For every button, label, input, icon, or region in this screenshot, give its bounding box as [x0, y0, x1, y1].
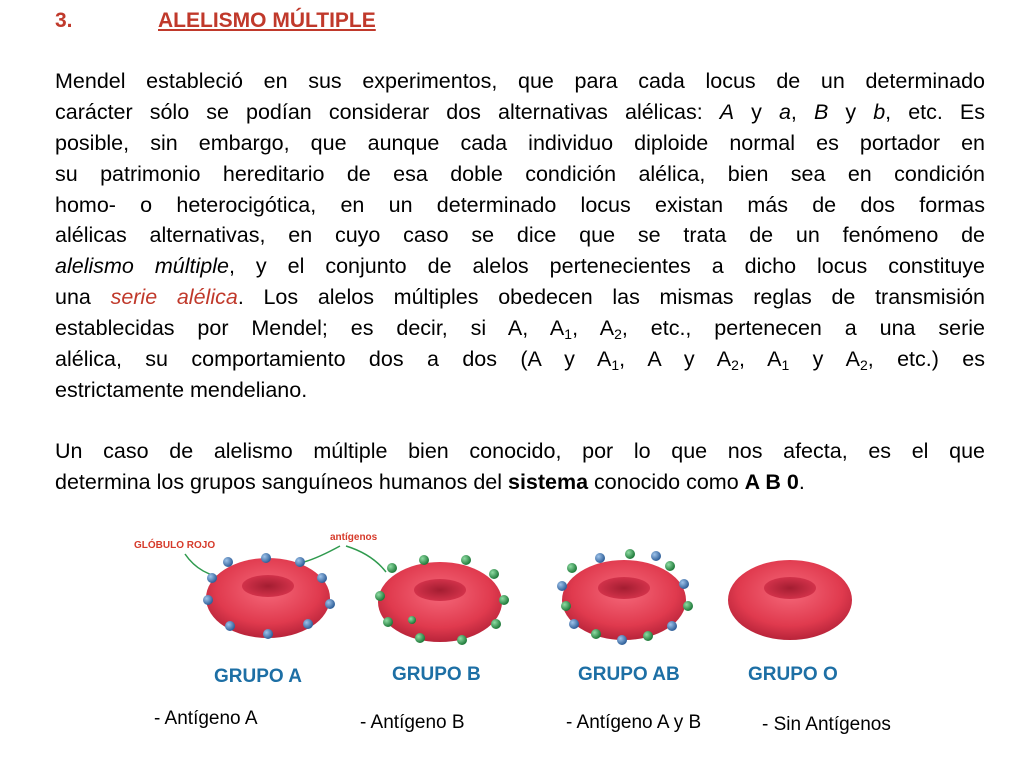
text-run: ,	[790, 99, 814, 124]
callout-antigenos: antígenos	[330, 532, 378, 543]
group-a-desc: - Antígeno A	[154, 708, 258, 729]
text-run: .	[798, 469, 805, 494]
blood-group-figure	[0, 516, 1024, 768]
text-run: , etc. Es	[885, 99, 985, 124]
text-run: . Los alelos múltiples obedecen las mismas reglas de transmisión	[237, 285, 985, 310]
allele-b: b	[873, 99, 886, 124]
p1-line-6: alélicas alternativas, en cuyo caso se dice que se trata de un fenómeno de	[55, 223, 985, 248]
cell-group-a	[203, 553, 335, 639]
section-heading	[55, 9, 376, 33]
group-a-label: GRUPO A	[214, 666, 302, 687]
text-run: una	[55, 285, 111, 310]
text-run: y	[734, 99, 779, 124]
text-run: carácter sólo se podían considerar dos alternativas alélicas:	[55, 99, 720, 124]
term-serie-alelica: serie alélica	[110, 285, 238, 310]
term-sistema: sistema	[507, 469, 589, 494]
text-run: y	[828, 99, 874, 124]
text-run: conocido como	[588, 469, 745, 494]
group-ab-desc: - Antígeno A y B	[566, 712, 702, 733]
subscript: 2	[614, 326, 622, 343]
subscript: 1	[781, 357, 790, 374]
subscript: 2	[859, 357, 868, 374]
p1-line-9	[55, 313, 985, 344]
p2-line-1: Un caso de alelismo múltiple bien conocido, por lo que nos afecta, es el que	[55, 439, 985, 463]
cell-group-o	[728, 560, 852, 640]
arrow-antigen-2	[304, 546, 340, 562]
p1-line-5: homo- o heterocigótica, en un determinado locus existan más de dos formas	[55, 192, 985, 217]
p1-line-3: posible, sin embargo, que aunque cada individuo diploide normal es portador en	[55, 130, 985, 155]
allele-a: a	[778, 99, 791, 124]
text-run: , A y A	[619, 347, 732, 372]
p1-line-11: estrictamente mendeliano.	[55, 377, 308, 402]
group-b-desc: - Antígeno B	[360, 712, 465, 733]
allele-A: A	[719, 99, 735, 124]
callout-globulo-rojo: GLÓBULO ROJO	[134, 540, 216, 551]
section-title: ALELISMO MÚLTIPLE	[158, 9, 376, 32]
group-ab-label: GRUPO AB	[578, 664, 680, 685]
group-o-label: GRUPO O	[748, 664, 838, 685]
allele-B: B	[813, 99, 829, 124]
p1-line-4: su patrimonio hereditario de esa doble condición alélica, bien sea en condición	[55, 161, 985, 186]
term-alelismo-multiple: alelismo múltiple	[55, 254, 229, 279]
text-run: , y el conjunto de alelos pertenecientes a dicho locus constituye	[228, 254, 985, 279]
p2-line-2	[55, 467, 985, 498]
p1-line-2	[55, 97, 985, 128]
subscript: 1	[611, 357, 620, 374]
text-run: , A	[572, 316, 615, 341]
text-run: determina los grupos sanguíneos humanos del	[55, 469, 508, 494]
text-run: , etc.) es	[867, 347, 985, 372]
subscript: 2	[731, 357, 739, 374]
text-run: alélica, su comportamiento dos a dos (A y A	[55, 347, 612, 372]
p1-line-10	[55, 344, 985, 375]
group-b-label: GRUPO B	[392, 664, 481, 685]
term-abo: A B 0	[744, 469, 799, 494]
text-run: y A	[789, 347, 860, 372]
paragraph-1	[55, 66, 985, 406]
subscript: 1	[564, 326, 573, 343]
text-run: , etc., pertenecen a una serie	[621, 316, 985, 341]
group-o-desc: - Sin Antígenos	[762, 714, 891, 735]
arrow-antigen-1	[346, 546, 386, 572]
paragraph-2	[55, 436, 985, 498]
p1-line-8	[55, 282, 985, 313]
text-run: , A	[738, 347, 782, 372]
p1-line-7	[55, 251, 985, 282]
section-number: 3.	[55, 9, 73, 32]
cell-group-b	[375, 555, 509, 645]
p1-line-1: Mendel estableció en sus experimentos, que para cada locus de un determinado	[55, 69, 985, 93]
text-run: establecidas por Mendel; es decir, si A, A	[55, 316, 565, 341]
cell-group-ab	[557, 549, 693, 645]
